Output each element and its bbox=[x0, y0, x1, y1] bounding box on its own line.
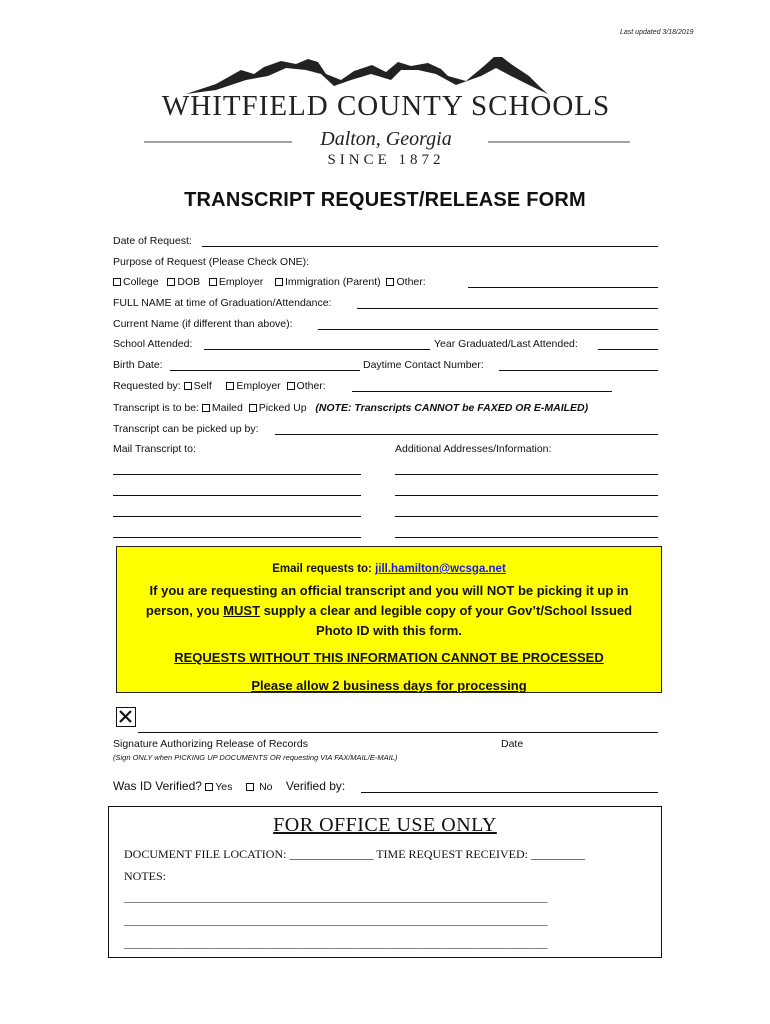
transcript-method-label: Transcript is to be: bbox=[113, 402, 199, 414]
notes-label: NOTES: bbox=[124, 869, 166, 883]
verified-by-field[interactable] bbox=[361, 781, 658, 793]
immigration-option-label: Immigration (Parent) bbox=[284, 276, 381, 288]
other-purpose-field[interactable] bbox=[468, 276, 658, 288]
id-no-checkbox[interactable] bbox=[246, 783, 254, 791]
notice-warning: REQUESTS WITHOUT THIS INFORMATION CANNOT BE PROCESSED bbox=[174, 650, 604, 665]
date-label: Date bbox=[501, 738, 524, 750]
requested-by-label: Requested by: bbox=[113, 380, 181, 392]
office-use-heading: FOR OFFICE USE ONLY bbox=[273, 814, 497, 836]
mail-address-line-4[interactable] bbox=[113, 526, 361, 538]
id-verified-label: Was ID Verified? bbox=[113, 779, 202, 793]
college-option-label: College bbox=[123, 276, 159, 288]
picked-up-by-label: Transcript can be picked up by: bbox=[113, 423, 259, 435]
picked-up-checkbox[interactable] bbox=[249, 404, 257, 412]
mail-address-line-1[interactable] bbox=[113, 463, 361, 475]
notice-box bbox=[116, 546, 662, 693]
id-no-label: No bbox=[259, 781, 273, 793]
dob-option-label: DOB bbox=[177, 276, 201, 288]
other-request-checkbox[interactable] bbox=[287, 382, 295, 390]
signature-note: (Sign ONLY when PICKING UP DOCUMENTS OR requesting VIA FAX/MAIL/E-MAIL) bbox=[113, 753, 398, 762]
purpose-options-row bbox=[113, 276, 426, 288]
other-purpose-checkbox[interactable] bbox=[386, 278, 394, 286]
notice-line-2-post: supply a clear and legible copy of your Gov’t/School Issued bbox=[260, 603, 633, 618]
other-purpose-label: Other: bbox=[396, 276, 426, 288]
immigration-checkbox[interactable] bbox=[275, 278, 283, 286]
transcript-method-row bbox=[113, 402, 588, 414]
email-line bbox=[117, 563, 661, 575]
office-use-box bbox=[108, 806, 662, 958]
picked-up-by-field[interactable] bbox=[275, 423, 658, 435]
logo-since: SINCE 1872 bbox=[327, 152, 445, 168]
employer-request-label: Employer bbox=[236, 380, 281, 392]
employer-request-checkbox[interactable] bbox=[226, 382, 234, 390]
additional-line-3[interactable] bbox=[395, 505, 658, 517]
notes-line-1[interactable]: _____________________________________________________________________________ bbox=[124, 892, 548, 904]
additional-line-1[interactable] bbox=[395, 463, 658, 475]
signature-field[interactable] bbox=[138, 721, 658, 733]
self-checkbox[interactable] bbox=[184, 382, 192, 390]
current-name-label: Current Name (if different than above): bbox=[113, 318, 293, 330]
last-updated-text: Last updated 3/18/2019 bbox=[620, 29, 694, 36]
current-name-field[interactable] bbox=[318, 318, 658, 330]
purpose-label: Purpose of Request (Please Check ONE): bbox=[113, 256, 310, 268]
id-yes-checkbox[interactable] bbox=[205, 783, 213, 791]
email-prefix: Email requests to: bbox=[272, 563, 376, 575]
full-name-field[interactable] bbox=[357, 297, 658, 309]
mail-address-line-2[interactable] bbox=[113, 484, 361, 496]
additional-addresses-label: Additional Addresses/Information: bbox=[395, 443, 552, 455]
additional-line-4[interactable] bbox=[395, 526, 658, 538]
college-checkbox[interactable] bbox=[113, 278, 121, 286]
notes-line-2[interactable]: _____________________________________________________________________________ bbox=[124, 915, 548, 927]
employer-option-label: Employer bbox=[218, 276, 264, 288]
year-graduated-label: Year Graduated/Last Attended: bbox=[434, 338, 578, 350]
mailed-option-label: Mailed bbox=[211, 402, 243, 414]
notice-line-1: If you are requesting an official transcript and you will NOT be picking it up in bbox=[149, 583, 629, 598]
self-option-label: Self bbox=[193, 380, 212, 392]
other-request-label: Other: bbox=[296, 380, 326, 392]
form-title: TRANSCRIPT REQUEST/RELEASE FORM bbox=[184, 189, 586, 211]
other-request-field[interactable] bbox=[352, 380, 612, 392]
daytime-contact-field[interactable] bbox=[499, 359, 658, 371]
notice-line-2-pre: person, you bbox=[145, 603, 224, 618]
x-box-icon bbox=[116, 707, 136, 727]
signature-label: Signature Authorizing Release of Records bbox=[113, 738, 308, 750]
picked-up-option-label: Picked Up bbox=[258, 402, 307, 414]
notes-line-3[interactable]: _____________________________________________________________________________ bbox=[124, 938, 548, 950]
date-of-request-field[interactable] bbox=[202, 235, 658, 247]
logo-school-name: WHITFIELD COUNTY SCHOOLS bbox=[161, 90, 611, 122]
year-graduated-field[interactable] bbox=[598, 338, 658, 350]
notice-line-3: Photo ID with this form. bbox=[316, 623, 462, 638]
birth-date-field[interactable] bbox=[170, 359, 360, 371]
id-verified-row bbox=[113, 779, 345, 793]
employer-checkbox[interactable] bbox=[209, 278, 217, 286]
birth-date-label: Birth Date: bbox=[113, 359, 163, 371]
daytime-contact-label: Daytime Contact Number: bbox=[363, 359, 484, 371]
mail-address-line-3[interactable] bbox=[113, 505, 361, 517]
email-link[interactable]: jill.hamilton@wcsga.net bbox=[375, 563, 506, 575]
full-name-label: FULL NAME at time of Graduation/Attendance: bbox=[113, 297, 332, 309]
transcript-note: (NOTE: Transcripts CANNOT be FAXED OR E-MAILED) bbox=[315, 402, 589, 414]
mailed-checkbox[interactable] bbox=[202, 404, 210, 412]
notice-allow: Please allow 2 business days for processing bbox=[251, 678, 527, 693]
verified-by-label: Verified by: bbox=[285, 779, 346, 793]
notice-must: MUST bbox=[223, 603, 261, 618]
document-location-line: DOCUMENT FILE LOCATION: ______________ TIME REQUEST RECEIVED: _________ bbox=[124, 847, 585, 861]
mail-transcript-label: Mail Transcript to: bbox=[113, 443, 196, 455]
notice-line-2 bbox=[117, 603, 661, 618]
additional-line-2[interactable] bbox=[395, 484, 658, 496]
school-attended-field[interactable] bbox=[204, 338, 430, 350]
date-of-request-label: Date of Request: bbox=[113, 235, 192, 247]
requested-by-row bbox=[113, 380, 326, 392]
id-yes-label: Yes bbox=[215, 781, 233, 793]
dob-checkbox[interactable] bbox=[167, 278, 175, 286]
logo-city: Dalton, Georgia bbox=[320, 128, 452, 150]
school-attended-label: School Attended: bbox=[113, 338, 193, 350]
